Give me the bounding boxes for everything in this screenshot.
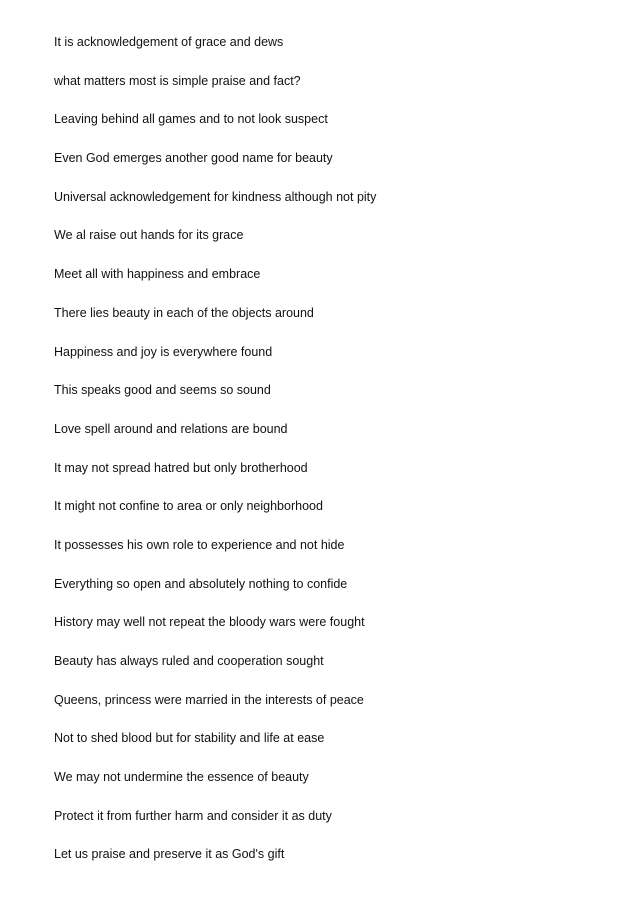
poem-line: There lies beauty in each of the objects around — [54, 305, 314, 320]
poem-line: It might not confine to area or only neighborhood — [54, 499, 323, 514]
poem-text — [54, 33, 614, 884]
poem-line: Everything so open and absolutely nothing to confide — [54, 576, 348, 591]
poem-line: what matters most is simple praise and fact? — [54, 73, 301, 88]
poem-line: Not to shed blood but for stability and life at ease — [54, 731, 325, 746]
poem-line: We al raise out hands for its grace — [54, 228, 244, 243]
poem-line: It possesses his own role to experience and not hide — [54, 537, 345, 552]
poem-line: Universal acknowledgement for kindness although not pity — [54, 189, 377, 204]
poem-line: Love spell around and relations are bound — [54, 421, 288, 436]
poem-line: Even God emerges another good name for beauty — [54, 151, 333, 166]
poem-line: It may not spread hatred but only brotherhood — [54, 460, 308, 475]
poem-line: It is acknowledgement of grace and dews — [54, 35, 284, 49]
poem-line: Happiness and joy is everywhere found — [54, 344, 273, 359]
poem-line: We may not undermine the essence of beauty — [54, 770, 309, 785]
poem-line: Protect it from further harm and consider it as duty — [54, 808, 332, 823]
poem-line: Let us praise and preserve it as God's gift — [54, 847, 285, 862]
poem-line: This speaks good and seems so sound — [54, 383, 271, 398]
poem-line: History may well not repeat the bloody wars were fought — [54, 615, 365, 630]
poem-line: Leaving behind all games and to not look suspect — [54, 112, 328, 127]
poem-line: Beauty has always ruled and cooperation sought — [54, 654, 324, 668]
poem-line: Queens, princess were married in the interests of peace — [54, 692, 364, 707]
poem-line: Meet all with happiness and embrace — [54, 267, 261, 282]
